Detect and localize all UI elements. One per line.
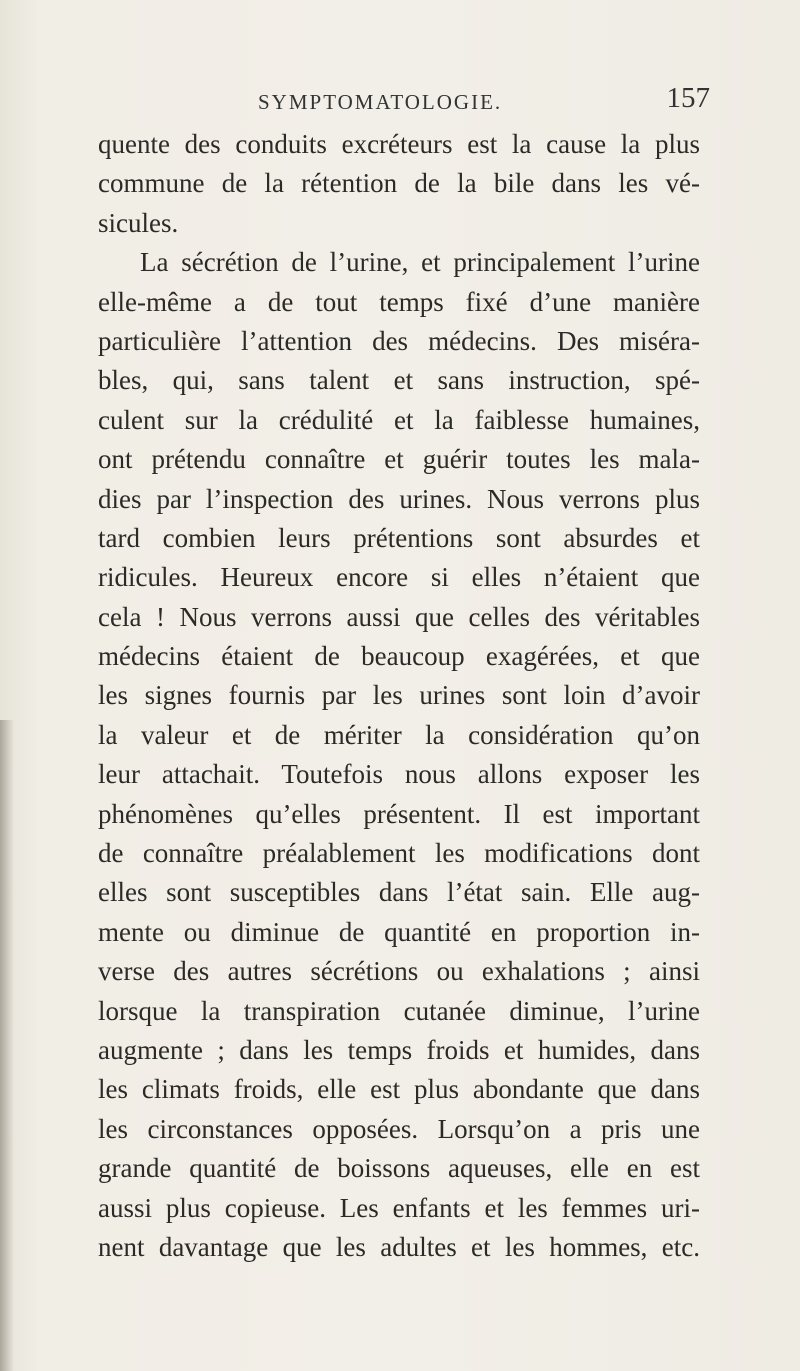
text-line: La sécrétion de l’urine, et principalement l’urine — [140, 247, 700, 278]
text-line: nent davantage que les adultes et les hommes, etc. — [98, 1231, 700, 1262]
text-line: médecins étaient de beaucoup exagérées, et que — [98, 641, 700, 672]
text-line: elles sont susceptibles dans l’état sain. Elle aug- — [98, 877, 700, 908]
page-number: 157 — [666, 82, 710, 114]
text-line: commune de la rétention de la bile dans les vé- — [98, 168, 700, 199]
text-line: augmente ; dans les temps froids et humides, dans — [98, 1034, 700, 1065]
text-line: quente des conduits excréteurs est la cause la plus — [98, 129, 700, 159]
text-line: leur attachait. Toutefois nous allons exposer les — [98, 759, 700, 790]
text-line: sicules. — [98, 207, 179, 238]
text-line: phénomènes qu’elles présentent. Il est important — [98, 798, 700, 829]
text-line: dies par l’inspection des urines. Nous verrons plus — [98, 483, 700, 514]
text-line: ridicules. Heureux encore si elles n’étaient que — [98, 562, 700, 593]
text-line: verse des autres sécrétions ou exhalations ; ainsi — [98, 956, 700, 987]
text-line: grande quantité de boissons aqueuses, elle en est — [98, 1153, 700, 1184]
text-line: elle-même a de tout temps fixé d’une manière — [98, 286, 700, 317]
running-head — [250, 82, 710, 122]
text-line: ont prétendu connaître et guérir toutes les mala- — [98, 444, 700, 475]
running-title: SYMPTOMATOLOGIE. — [258, 90, 503, 114]
body-text — [98, 125, 700, 1267]
text-line: tard combien leurs prétentions sont absurdes et — [98, 522, 700, 553]
text-line: les circonstances opposées. Lorsqu’on a pris une — [98, 1113, 700, 1144]
text-line: les climats froids, elle est plus abondante que dans — [98, 1074, 700, 1105]
text-line: les signes fournis par les urines sont loin d’avoir — [98, 680, 700, 711]
text-line: mente ou diminue de quantité en proportion in- — [98, 916, 700, 947]
text-line: cela ! Nous verrons aussi que celles des véritables — [98, 601, 700, 632]
text-line: de connaître préalablement les modifications dont — [98, 838, 700, 869]
text-line: lorsque la transpiration cutanée diminue, l’urine — [98, 995, 700, 1026]
text-line: la valeur et de mériter la considération qu’on — [98, 719, 700, 750]
text-line: bles, qui, sans talent et sans instruction, spé- — [98, 365, 700, 396]
text-line: culent sur la crédulité et la faiblesse humaines, — [98, 404, 700, 435]
page-edge-shadow — [0, 720, 14, 1371]
text-line: aussi plus copieuse. Les enfants et les femmes uri- — [98, 1192, 700, 1223]
text-line: particulière l’attention des médecins. Des miséra- — [98, 325, 700, 356]
